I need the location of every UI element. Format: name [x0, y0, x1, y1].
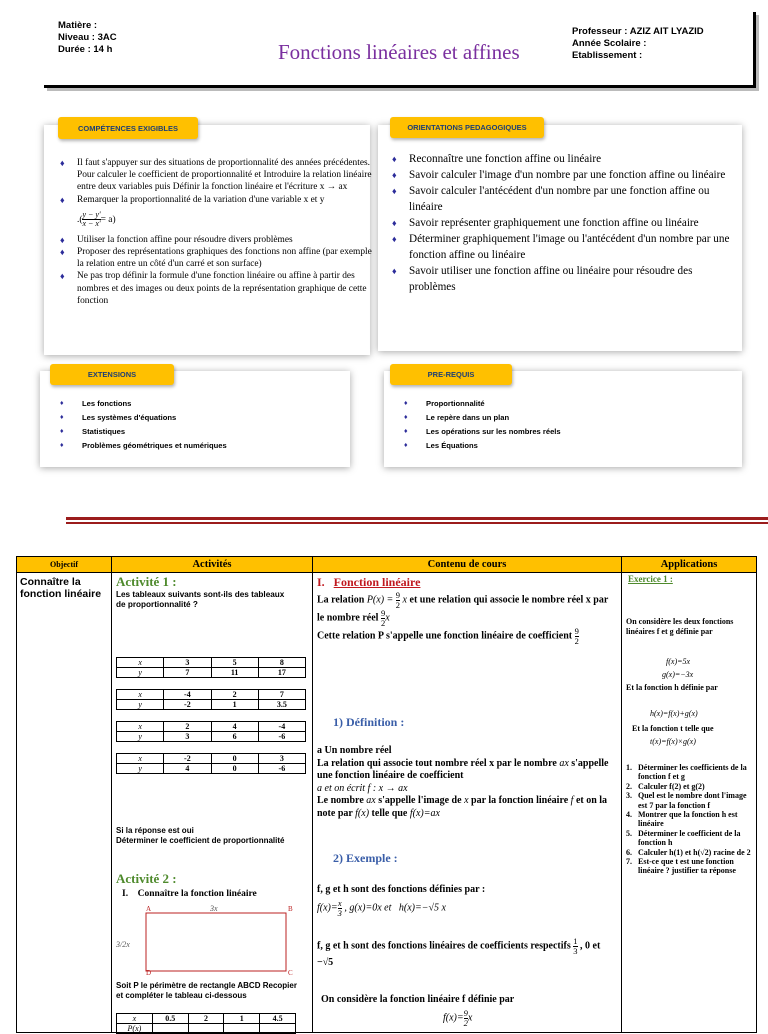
- table-cell: 3.5: [258, 700, 305, 710]
- table-cell: x: [117, 690, 164, 700]
- activite1-question: Les tableaux suivants sont-ils des tableaux de proportionnalité ?: [116, 590, 285, 609]
- exercice-hx: h(x)=f(x)+g(x): [650, 709, 698, 718]
- rectangle-figure: [112, 901, 312, 977]
- proportion-table: [116, 721, 306, 742]
- matiere-label: Matière :: [58, 20, 98, 31]
- question-item: 7. Est-ce que t est une fonction linéaire ? justifier ta réponse: [626, 857, 736, 876]
- activite2-item: I. Connaître la fonction linéaire: [122, 889, 257, 899]
- lesson-table: [16, 556, 757, 1033]
- exercice-title: Exercice 1 :: [628, 574, 673, 584]
- orientation-item: ♦ Savoir calculer l'image d'un nombre par une fonction affine ou linéaire: [392, 167, 730, 183]
- prerequis-item: ♦ Proportionnalité: [404, 397, 561, 411]
- competence-formula: .( $\frac{y - y'}{x - x'}$ = a): [77, 210, 116, 229]
- table-cell: y: [117, 732, 164, 742]
- competences-tag: COMPÉTENCES EXIGIBLES: [58, 117, 198, 139]
- table-cell: y: [117, 668, 164, 678]
- contenu-cell: [313, 573, 622, 1033]
- table-cell: 3: [164, 732, 211, 742]
- table-cell: 7: [164, 668, 211, 678]
- table-cell: 1: [211, 700, 258, 710]
- orientation-item: ♦ Savoir utiliser une fonction affine ou linéaire pour résoudre des problèmes: [392, 263, 730, 295]
- header-objectif: Objectif: [17, 557, 112, 573]
- activites-cell: [112, 573, 313, 1033]
- exercice-fx: f(x)=5x: [666, 657, 691, 666]
- orientation-item: ♦ Reconnaître une fonction affine ou linéaire: [392, 151, 730, 167]
- orientation-item: ♦ Savoir représenter graphiquement une fonction affine ou linéaire: [392, 215, 730, 231]
- competences-list: [60, 157, 378, 307]
- rectangle-abcd: [146, 913, 286, 971]
- competence-item: ♦ Ne pas trop définir la formule d'une fonction linéaire ou affine à partir des nombres et des images ou deux points de la représentation graphique de cette fonction: [60, 270, 378, 307]
- orientations-tag: ORIENTATIONS PEDAGOGIQUES: [390, 117, 544, 138]
- question-item: 1. Déterminer les coefficients de la fonction f et g: [626, 763, 747, 782]
- table-cell: -6: [258, 764, 305, 774]
- header-right: [572, 26, 704, 62]
- side-label: 3/2x: [116, 940, 130, 949]
- table-cell: 1: [224, 1014, 260, 1024]
- table-cell: -4: [258, 722, 305, 732]
- divider: [66, 517, 768, 520]
- point-b: B: [288, 905, 293, 913]
- table-cell: -4: [164, 690, 211, 700]
- exercice-questions: [626, 763, 754, 876]
- activite1-answer: Si la réponse est oui Déterminer le coefficient de proportionnalité: [116, 826, 285, 845]
- etablissement-label: Etablissement :: [572, 50, 643, 61]
- exercice-intro: On considère les deux fonctions linéaires f et g définie par: [626, 617, 734, 636]
- definition-text: a Un nombre réel La relation qui associe tout nombre réel x par le nombre ax s'appelle une fonction linéaire de coefficient a et on écrit f : x → ax Le nombre ax s'appelle l'image de x par la fonction linéaire f et on la note par f(x) telle que f(x)=ax: [317, 745, 609, 819]
- proportion-table: [116, 657, 306, 678]
- divider: [66, 522, 768, 524]
- orientation-item: ♦ Savoir calculer l'antécédent d'un nombre par une fonction affine ou linéaire: [392, 183, 730, 215]
- table-cell: -2: [164, 754, 211, 764]
- extensions-card: [40, 371, 350, 467]
- exemple-title: 2) Exemple :: [333, 851, 398, 865]
- exemple-functions: f(x)= $\frac{x}{3}$ , g(x)=0x et h(x)=−√5 x: [317, 898, 446, 918]
- extensions-tag: EXTENSIONS: [50, 364, 174, 385]
- header-activites: Activités: [112, 557, 313, 573]
- proportion-table: [116, 689, 306, 710]
- table-cell: x: [117, 722, 164, 732]
- exemple-3-formula: f(x)= $\frac{9}{2}$ x: [443, 1008, 473, 1028]
- header-applications: Applications: [622, 557, 757, 573]
- table-cell: 4: [164, 764, 211, 774]
- table-cell: 3: [164, 658, 211, 668]
- definition-title: 1) Définition :: [333, 715, 405, 729]
- activite2-title: Activité 2 :: [116, 871, 177, 886]
- table-cell: 5: [211, 658, 258, 668]
- point-c: C: [288, 969, 293, 977]
- top-label: 3x: [210, 904, 218, 913]
- prerequis-item: ♦ Les Équations: [404, 439, 561, 453]
- prerequis-item: ♦ Les opérations sur les nombres réels: [404, 425, 561, 439]
- prerequis-card: [384, 371, 742, 467]
- exercice-h-intro: Et la fonction h définie par: [626, 683, 718, 692]
- question-item: 6. Calculer h(1) et h(√2) racine de 2: [626, 847, 751, 857]
- prerequis-item: ♦ Le repère dans un plan: [404, 411, 561, 425]
- orientations-list: [392, 151, 730, 295]
- question-item: 4. Montrer que la fonction h est linéaire: [626, 810, 738, 829]
- objectif-cell: [17, 573, 112, 1033]
- point-d: D: [146, 969, 152, 977]
- extension-item: ♦ Les systèmes d'équations: [60, 411, 227, 425]
- section-title: I. Fonction linéaire: [317, 575, 421, 589]
- table-cell: 8: [258, 658, 305, 668]
- table-cell: y: [117, 764, 164, 774]
- niveau-label: Niveau : 3AC: [58, 32, 117, 43]
- exemple-3: On considère la fonction linéaire f définie par: [321, 994, 515, 1005]
- table-cell: 4: [211, 722, 258, 732]
- objectif-text: Connaître la fonction linéaire: [20, 576, 102, 600]
- header-left: [58, 20, 117, 56]
- prerequis-list: [404, 397, 561, 453]
- exemple-2: f, g et h sont des fonctions linéaires de coefficients respectifs $\frac{1}{3}$ , 0 et −√5: [317, 936, 601, 968]
- competence-item: ♦ Il faut s'appuyer sur des situations de proportionnalité des années précédentes. Pour calculer le coefficient de proportionnalité et Introduire la relation linéaire entre deux variables puis Définir la fonction linéaire et l'écriture x → ax: [60, 157, 378, 194]
- page-title: Fonctions linéaires et affines: [278, 40, 520, 64]
- table-cell: 11: [211, 668, 258, 678]
- question-item: 2. Calculer f(2) et g(2): [626, 781, 705, 791]
- table-cell: x: [117, 658, 164, 668]
- competence-item: ♦ Utiliser la fonction affine pour résoudre divers problèmes: [60, 234, 378, 246]
- exercice-tx: t(x)=f(x)×g(x): [650, 737, 696, 746]
- table-cell: -2: [164, 700, 211, 710]
- extensions-list: [60, 397, 227, 453]
- activite1-title: Activité 1 :: [116, 574, 177, 589]
- question-item: 5. Déterminer le coefficient de la fonction h: [626, 828, 741, 848]
- extension-item: ♦ Statistiques: [60, 425, 227, 439]
- table-cell: -6: [258, 732, 305, 742]
- duree-label: Durée : 14 h: [58, 44, 113, 55]
- header-contenu: Contenu de cours: [313, 557, 622, 573]
- exercice-gx: g(x)=−3x: [662, 670, 694, 679]
- table-cell: 2: [188, 1014, 224, 1024]
- competence-item: ♦ Remarquer la proportionnalité de la variation d'une variable x et y: [60, 194, 378, 206]
- question-item: 3. Quel est le nombre dont l'image est 7 par la fonction f: [626, 791, 747, 810]
- table-cell: 0: [211, 764, 258, 774]
- proportion-tables: [112, 657, 306, 785]
- extension-item: ♦ Problèmes géométriques et numériques: [60, 439, 227, 453]
- activite2-text: Soit P le périmètre de rectangle ABCD Recopier et compléter le tableau ci-dessous: [116, 981, 297, 1000]
- table-cell: x: [117, 754, 164, 764]
- annee-label: Année Scolaire :: [572, 38, 647, 49]
- table-cell: 0: [211, 754, 258, 764]
- table-cell: x: [117, 1014, 153, 1024]
- table-cell: 3: [258, 754, 305, 764]
- page-header: [44, 12, 756, 88]
- table-cell: y: [117, 700, 164, 710]
- proportion-table: [116, 753, 306, 774]
- table-cell: 6: [211, 732, 258, 742]
- table-cell: 17: [258, 668, 305, 678]
- table-cell: 7: [258, 690, 305, 700]
- table-cell: 2: [211, 690, 258, 700]
- orientation-item: ♦ Déterminer graphiquement l'image ou l'antécédent d'un nombre par une fonction affine ou linéaire: [392, 231, 730, 263]
- competences-card: [44, 125, 370, 355]
- table-cell: 0.5: [152, 1014, 188, 1024]
- competence-item: ♦ Proposer des représentations graphiques des fonctions non affine (par exemple la relation entre un côté d'un carré et son surface): [60, 246, 378, 270]
- professeur-label: Professeur : AZIZ AIT LYAZID: [572, 26, 704, 37]
- perimeter-table: x 0.5 2 1 4.5 P(x): [116, 1013, 296, 1034]
- table-cell: 2: [164, 722, 211, 732]
- applications-cell: [622, 573, 757, 1033]
- extension-item: ♦ Les fonctions: [60, 397, 227, 411]
- table-cell: 4.5: [260, 1014, 296, 1024]
- prerequis-tag: PRE-REQUIS: [390, 364, 512, 385]
- orientations-card: [378, 125, 742, 351]
- exercice-t-intro: Et la fonction t telle que: [632, 724, 714, 733]
- relation-text: La relation P(x) = $\frac{9}{2}$ x et une relation qui associe le nombre réel x par le nombre réel $\frac{9}{2}$ x Cette relation P s'appelle une fonction linéaire de coefficient $\frac{9}{2}$: [317, 590, 609, 646]
- point-a: A: [146, 905, 152, 913]
- exemple-1: f, g et h sont des fonctions définies par :: [317, 884, 486, 895]
